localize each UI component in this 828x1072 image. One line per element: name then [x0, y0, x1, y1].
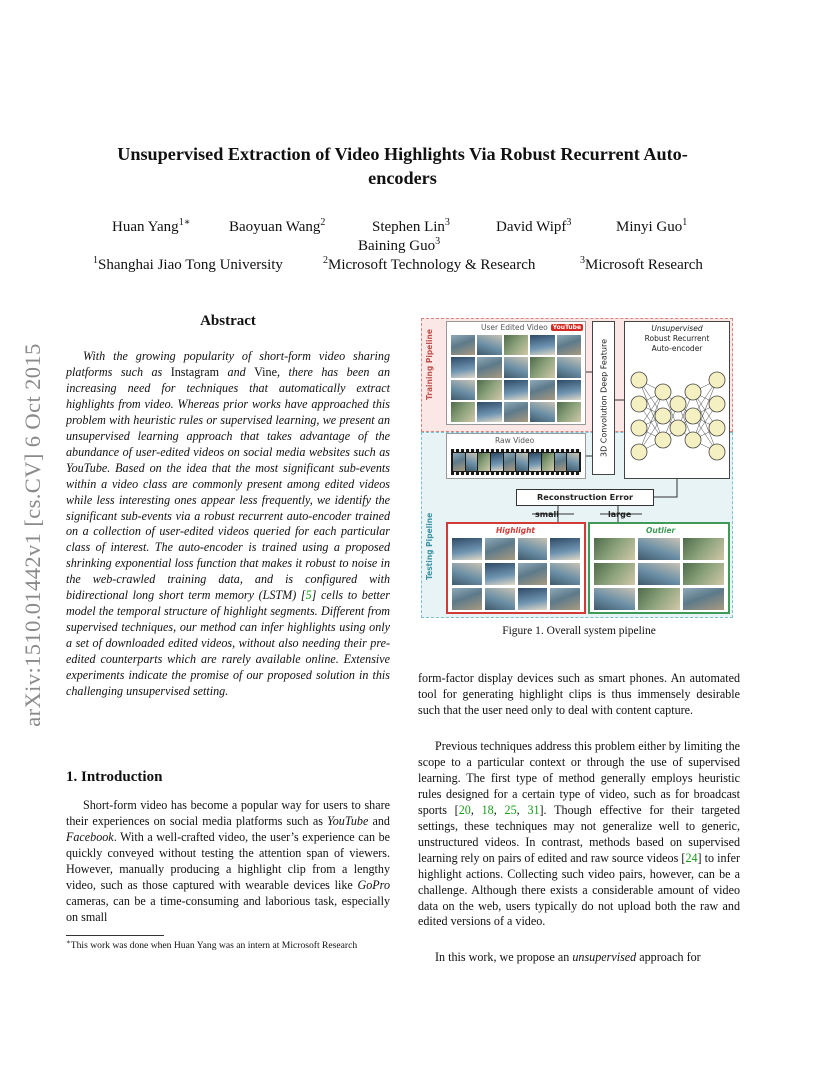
highlight-label: Highlight	[496, 526, 535, 535]
small-label: small	[535, 510, 559, 519]
footnote-rule	[66, 935, 164, 936]
intro-paragraph: Previous techniques address this problem either by limiting the scope to a particular context or through the use of supervised learning. The first type of method generally employs heuristic rules designed for a certain type of video, such as for broadcast sports [20, 18, 25, 31]. Though effective for their targeted settings, these techniques may not generalize well to generic, unstructured videos. In contrast, methods based on supervised learning rely on pairs of edited and raw source videos [24] to infer highlight actions. Collecting such video pairs, however, can be a challenge. Although there exists a considerable amount of video data on the web, users typically do not upload both the raw and edited versions of a video.	[418, 739, 740, 929]
affiliation: $^1$Shanghai Jiao Tong University	[93, 255, 283, 273]
citation-link[interactable]: 18	[481, 802, 494, 817]
author: Stephen Lin$^3$	[372, 217, 450, 235]
autoencoder-title: Unsupervised Robust Recurrent Auto-encoder	[644, 324, 710, 353]
training-pipeline-label: Training Pipeline	[425, 329, 434, 400]
author: Minyi Guo$^1$	[616, 217, 688, 235]
citation-link[interactable]: 24	[685, 850, 698, 865]
citation-link[interactable]: 25	[504, 802, 517, 817]
abstract-text: With the growing popularity of short-form video sharing platforms such as Instagram and Vine, there has been an increasing need for techniques that automatically extract highlights from video. Whereas prior works have approached this problem with heuristic rules or supervised learning, we present an unsupervised learning approach that takes advantage of the abundance of user-edited videos on social media websites such as YouTube. Based on the idea that the most significant sub-events within a video class are commonly present among edited videos while less interesting ones appear less frequently, we identify the significant sub-events via a robust recurrent auto-encoder trained on a collection of user-edited videos queried for each particular class of interest. The auto-encoder is trained using a proposed shrinking exponential loss function that makes it robust to noise in the web-crawled training data, and is configured with bidirectional long short term memory (LSTM) [5] cells to better model the temporal structure of highlight segments. Different from supervised techniques, our method can infer highlights using only a set of downloaded edited videos, without also needing their pre-edited counterparts which are rarely available online. Extensive experiments indicate the promise of our proposed solution in this challenging unsupervised setting.	[66, 349, 391, 699]
citation-link[interactable]: 31	[527, 802, 540, 817]
author: Baoyuan Wang$^2$	[229, 217, 326, 235]
figure-caption: Figure 1. Overall system pipeline	[502, 625, 656, 637]
section-heading: 1. Introduction	[66, 769, 163, 785]
intro-paragraph: In this work, we propose an unsupervised approach for	[435, 950, 701, 964]
intro-paragraph: Short-form video has become a popular way for users to share their experiences on social media platforms such as YouTube and Facebook. With a well-crafted video, the user’s experience can be quickly conveyed without testing the attention span of viewers. However, manually producing a highlight clip from a lengthy video, such as those captured with wearable devices like GoPro cameras, can be a time-consuming and laborious task, especially on small	[66, 798, 390, 924]
raw-video-label: Raw Video	[495, 436, 535, 445]
pipeline-figure	[418, 312, 740, 618]
citation-link[interactable]: 5	[305, 588, 312, 603]
reconstruction-error-box: Reconstruction Error	[516, 489, 654, 506]
arxiv-id: arXiv:1510.01442v1 [cs.CV] 6 Oct 2015	[20, 343, 45, 727]
testing-pipeline-label: Testing Pipeline	[425, 512, 434, 580]
outlier-thumbnails	[594, 538, 724, 610]
intro-paragraph-continued: form-factor display devices such as smart phones. An automated tool for generating highlight clips is thus immensely desirable such that the user need only to deal with content capture.	[418, 671, 740, 717]
large-label: large	[608, 510, 632, 519]
highlight-thumbnails	[452, 538, 580, 610]
author: Baining Guo$^3$	[358, 236, 441, 254]
feature-label: 3D Convolution Deep Feature	[599, 339, 608, 457]
author: Huan Yang$^{1∗}$	[112, 217, 191, 235]
abstract-heading: Abstract	[200, 313, 256, 329]
highlight-panel	[446, 522, 586, 614]
outlier-panel	[588, 522, 730, 614]
user-edited-video-label: User Edited Video YouTube	[481, 323, 582, 332]
affiliation: $^2$Microsoft Technology & Research	[323, 255, 536, 273]
footnote: ∗This work was done when Huan Yang was an intern at Microsoft Research	[66, 937, 358, 951]
affiliation: $^3$Microsoft Research	[580, 255, 703, 273]
arxiv-stamp	[18, 300, 48, 770]
citation-link[interactable]: 20	[458, 802, 471, 817]
author: David Wipf$^3$	[496, 217, 572, 235]
youtube-logo: YouTube	[552, 324, 582, 331]
outlier-label: Outlier	[646, 526, 676, 535]
paper-title: Unsupervised Extraction of Video Highlights Via Robust Recurrent Auto-encoders	[117, 144, 688, 188]
